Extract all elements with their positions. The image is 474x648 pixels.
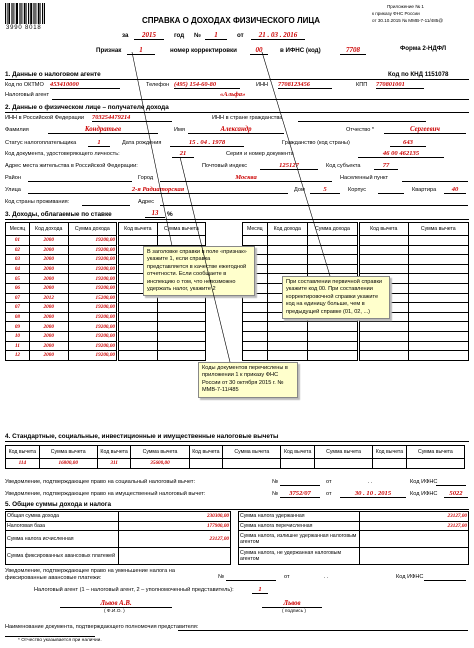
col-code: Код вычета	[97, 446, 131, 459]
month-cell: 09	[6, 322, 30, 332]
agent-sign-value: 1	[252, 586, 268, 594]
income-sum-cell: 19200,00	[68, 331, 116, 341]
notice-reduce-number-line	[226, 580, 276, 581]
col-deduction-code: Код вычета	[119, 223, 158, 236]
deduction-sum: 35600,00	[131, 459, 189, 469]
sign-value: 1	[127, 46, 155, 55]
col-income-sum: Сумма дохода	[68, 223, 116, 236]
income-sum-cell: 19200,00	[68, 283, 116, 293]
tax-base-label: Налоговая база	[6, 521, 119, 531]
notice-social-date: . .	[367, 479, 373, 485]
col-month: Месяц	[6, 223, 30, 236]
agent-sign-label: Налоговый агент (1 – налоговый агент, 2 – уполномоченный представитель):	[34, 587, 234, 593]
divider	[5, 509, 469, 510]
income-code-cell: 2000	[29, 303, 68, 313]
notice-property-date: 30 . 10 . 2015	[340, 490, 406, 498]
income-sum-cell: 19200,00	[68, 341, 116, 351]
income-sum-cell: 19200,00	[68, 274, 116, 284]
inn-label: ИНН	[256, 82, 269, 88]
phone-value: (495) 154-60-80	[174, 81, 240, 89]
income-code-cell: 2000	[29, 236, 68, 246]
region-value: 77	[374, 162, 398, 170]
empty-cell	[189, 459, 223, 469]
month-cell: 07	[6, 293, 30, 303]
number-label: №	[194, 32, 201, 39]
dob-label: Дата рождения	[122, 140, 162, 146]
tax-rate-value: 13	[145, 210, 165, 218]
footnote-separator	[5, 636, 95, 637]
note-correction-number: При составлении первичной справки укажите код 00. При составлении корректировочной справки укажите код на единицу больше, чем в предыдущей справке (01, 02, ...)	[282, 276, 390, 319]
section-5-title: 5. Общие суммы дохода и налога	[5, 501, 112, 508]
deductions-table	[5, 445, 465, 469]
month-cell: 02	[6, 245, 30, 255]
notice-social-ifns-line	[436, 485, 466, 486]
income-sum-cell: 19200,00	[68, 322, 116, 332]
month-cell: 11	[6, 341, 30, 351]
correction-value: 00	[250, 46, 268, 55]
section-3-title: 3. Доходы, облагаемые по ставке	[5, 211, 112, 218]
tax-calculated-label: Сумма налога исчисленная	[6, 531, 119, 548]
tax-transferred-value: 23127,00	[360, 521, 469, 531]
month-cell: 10	[6, 331, 30, 341]
order-ref-1: к приказу ФНС России	[372, 11, 420, 16]
knd-code: Код по КНД 1151078	[388, 71, 449, 78]
col-sum: Сумма вычета	[223, 446, 281, 459]
notice-reduce-number-label: №	[218, 574, 225, 580]
inn-value: 7708123456	[278, 81, 332, 89]
income-code-cell: 2000	[29, 255, 68, 265]
representative-doc-label: Наименование документа, подтверждающего полномочия представителя:	[5, 624, 199, 630]
income-sum-cell: 19200,00	[68, 255, 116, 265]
oktmo-value: 453410000	[50, 81, 120, 89]
notice-property-ifns-label: Код ИФНС	[410, 491, 438, 497]
col-sum: Сумма вычета	[131, 446, 189, 459]
month-cell: 05	[6, 274, 30, 284]
month-cell: 01	[6, 236, 30, 246]
fixed-payments-value	[119, 548, 231, 565]
col-sum: Сумма вычета	[315, 446, 373, 459]
tax-withheld-label: Сумма налога удержанная	[239, 512, 360, 522]
agent-label: Налоговый агент	[5, 92, 50, 98]
address-label: Адрес места жительства в Российской Федерации:	[5, 163, 138, 169]
notice-social-ifns-label: Код ИФНС	[410, 479, 438, 485]
year-value: 2015	[134, 31, 164, 40]
notice-property-date-label: от	[326, 491, 332, 497]
notice-property-number: 3752/07	[280, 490, 320, 498]
notice-reduce-label: Уведомление, подтверждающее право на уменьшение налога на фиксированные авансовые платежи:	[5, 568, 175, 581]
appendix-label: Приложение № 1	[387, 4, 424, 9]
inn-rf-label: ИНН в Российской Федерации	[5, 115, 85, 121]
income-code-cell: 2000	[29, 264, 68, 274]
tax-excess-label: Сумма налога, излишне удержанная налоговым агентом	[239, 531, 360, 548]
patronymic-value: Сергеевич	[384, 126, 466, 134]
empty-cell	[406, 459, 464, 469]
month-cell: 03	[6, 255, 30, 265]
empty-cell	[281, 459, 315, 469]
surname-value: Кондратьев	[48, 126, 158, 134]
deduction-code: 311	[97, 459, 131, 469]
notice-social-number-label: №	[272, 479, 279, 485]
col-deduction-sum: Сумма вычета	[408, 223, 468, 236]
col-code: Код вычета	[373, 446, 407, 459]
barcode-number: 3990 8018	[6, 25, 42, 31]
building-label: Корпус	[348, 187, 367, 193]
col-sum: Сумма вычета	[39, 446, 97, 459]
notice-reduce-date: . .	[323, 574, 329, 580]
section-4-title: 4. Стандартные, социальные, инвестиционные и имущественные налоговые вычеты	[5, 433, 279, 440]
form-code: Форма 2-НДФЛ	[400, 45, 447, 52]
surname-label: Фамилия	[5, 127, 29, 133]
note-sign-field: В заголовке справки в поле «признак» укажите 1, если справка представляется в качестве ежегодной отчетности. Если сообщаете в инспекцию о том, что невозможно удержать налог, укажите 2	[143, 246, 255, 296]
god-label: год	[174, 32, 185, 39]
phone-label: Телефон	[146, 82, 170, 88]
document-title: СПРАВКА О ДОХОДАХ ФИЗИЧЕСКОГО ЛИЦА	[142, 16, 320, 25]
col-income-code: Код дохода	[29, 223, 68, 236]
city-value: Москва	[160, 174, 332, 182]
col-income-sum: Сумма дохода	[307, 223, 357, 236]
income-sum-cell: 19200,00	[68, 245, 116, 255]
house-label: Дом	[294, 187, 305, 193]
certificate-date: 21 . 03 . 2016	[251, 31, 305, 40]
tax-withheld-value: 23127,00	[360, 512, 469, 522]
doc-series-label: Серия и номер документа	[226, 151, 294, 157]
notice-reduce-ifns-label: Код ИФНС	[396, 574, 424, 580]
fio-caption: ( Ф.И.О. )	[104, 609, 125, 614]
income-code-cell: 2000	[29, 312, 68, 322]
col-income-code: Код дохода	[267, 223, 307, 236]
income-sum-cell: 19200,00	[68, 351, 116, 361]
city-label: Город	[138, 175, 154, 181]
income-sum-cell: 19200,00	[68, 303, 116, 313]
street-label: Улица	[5, 187, 21, 193]
order-ref-2: от 30.10.2015 № ММВ-7-11/485@	[372, 18, 444, 23]
name-value: Александр	[188, 126, 284, 134]
empty-cell	[223, 459, 281, 469]
ifns-label: в ИФНС (код)	[280, 47, 321, 54]
status-label: Статус налогоплательщика	[5, 140, 77, 146]
apartment-label: Квартира	[412, 187, 437, 193]
notice-social-number-line	[280, 485, 320, 486]
kpp-value: 770801001	[376, 81, 424, 89]
country-label: Код страны проживания:	[5, 199, 70, 205]
col-month: Месяц	[243, 223, 268, 236]
apartment-value: 40	[444, 186, 466, 194]
deduction-sum: 16800,00	[39, 459, 97, 469]
representative-doc-line	[178, 630, 468, 631]
doc-code-label: Код документа, удостоверяющего личность:	[5, 151, 120, 157]
notice-social-date-label: от	[326, 479, 332, 485]
street-value: 2-я Радиаторская	[28, 186, 288, 194]
total-income-label: Общая сумма дохода	[6, 512, 119, 522]
col-sum: Сумма вычета	[406, 446, 464, 459]
notice-reduce-ifns-line	[424, 580, 466, 581]
month-cell: 12	[6, 351, 30, 361]
col-code: Код вычета	[281, 446, 315, 459]
notice-social-label: Уведомление, подтверждающее право на социальный налоговый вычет:	[5, 479, 196, 485]
signature-caption: ( подпись )	[282, 609, 306, 614]
inn-foreign-label: ИНН в стране гражданства	[212, 115, 283, 121]
month-cell: 08	[6, 312, 30, 322]
income-code-cell: 2000	[29, 341, 68, 351]
fixed-payments-label: Сумма фиксированных авансовых платежей	[6, 548, 119, 565]
col-deduction-sum: Сумма вычета	[157, 223, 205, 236]
income-sum-cell: 19200,00	[68, 312, 116, 322]
tax-rate-percent: %	[167, 211, 173, 218]
tax-not-withheld-label: Сумма налога, не удержанная налоговым агентом	[239, 548, 360, 565]
correction-label: номер корректировки	[170, 47, 237, 54]
income-code-cell: 2000	[29, 322, 68, 332]
locality-label: Населенный пункт	[340, 175, 389, 181]
tax-calculated-value: 23127,00	[119, 531, 231, 548]
income-code-cell: 2012	[29, 293, 68, 303]
zip-value: 125127	[260, 162, 318, 170]
notice-property-ifns: 5022	[444, 490, 468, 498]
deduction-code: 114	[6, 459, 40, 469]
house-value: 5	[310, 186, 340, 194]
doc-series-value: 46 00 462135	[358, 150, 444, 158]
totals-table-right	[238, 511, 469, 565]
ifns-value: 7708	[340, 46, 366, 55]
totals-table-left	[5, 511, 231, 565]
citizenship-value: 643	[390, 139, 426, 147]
zip-label: Почтовый индекс	[202, 163, 248, 169]
foreign-address-label: Адрес	[138, 199, 155, 205]
income-sum-cell: 19200,00	[68, 236, 116, 246]
income-code-cell: 2000	[29, 283, 68, 293]
doc-code-value: 21	[172, 150, 194, 158]
month-cell: 04	[6, 264, 30, 274]
empty-cell	[373, 459, 407, 469]
month-cell: 07	[6, 303, 30, 313]
section-1-title: 1. Данные о налоговом агенте	[5, 71, 101, 78]
year-label: за	[122, 32, 129, 39]
col-code: Код вычета	[6, 446, 40, 459]
income-code-cell: 2000	[29, 245, 68, 255]
patronymic-label: Отчество *	[346, 127, 375, 133]
region-label: Код субъекта	[326, 163, 361, 169]
income-sum-cell: 15200,00	[68, 293, 116, 303]
note-document-codes: Коды документов перечислены в приложении 1 к приказу ФНС России от 30 октября 2015 г. № ММВ-7-11/485	[198, 362, 298, 398]
income-code-cell: 2000	[29, 351, 68, 361]
empty-cell	[315, 459, 373, 469]
footnote: * Отчество указывается при наличии.	[18, 638, 102, 643]
signature-value: Львов	[262, 600, 322, 608]
kpp-label: КПП	[356, 82, 368, 88]
col-code: Код вычета	[189, 446, 223, 459]
notice-property-number-label: №	[272, 491, 279, 497]
certificate-number: 1	[205, 31, 227, 40]
notice-reduce-date-label: от	[284, 574, 290, 580]
oktmo-label: Код по ОКТМО	[5, 82, 44, 88]
citizenship-label: Гражданство (код страны)	[282, 140, 350, 146]
tax-transferred-label: Сумма налога перечисленная	[239, 521, 360, 531]
date-label: от	[237, 32, 244, 39]
divider	[5, 441, 469, 442]
tax-base-value: 177900,00	[119, 521, 231, 531]
total-income-value: 230300,00	[119, 512, 231, 522]
sign-label: Признак	[96, 47, 122, 54]
status-value: 1	[88, 139, 110, 147]
section-2-title: 2. Данные о физическом лице – получателе дохода	[5, 104, 169, 111]
agent-name: «Альфа»	[220, 91, 246, 98]
month-cell: 06	[6, 283, 30, 293]
name-label: Имя	[174, 127, 185, 133]
col-deduction-code: Код вычета	[360, 223, 409, 236]
agent-fio: Львов А.В.	[60, 600, 172, 608]
tax-not-withheld-value	[360, 548, 469, 565]
notice-property-label: Уведомление, подтверждающее право на имущественный налоговый вычет:	[5, 491, 206, 497]
income-code-cell: 2000	[29, 331, 68, 341]
district-label: Район	[5, 175, 21, 181]
income-sum-cell: 19200,00	[68, 264, 116, 274]
tax-excess-value	[360, 531, 469, 548]
income-code-cell: 2000	[29, 274, 68, 284]
dob-value: 15 . 04 . 1978	[170, 139, 244, 147]
inn-rf-value: 703254479214	[92, 114, 172, 122]
